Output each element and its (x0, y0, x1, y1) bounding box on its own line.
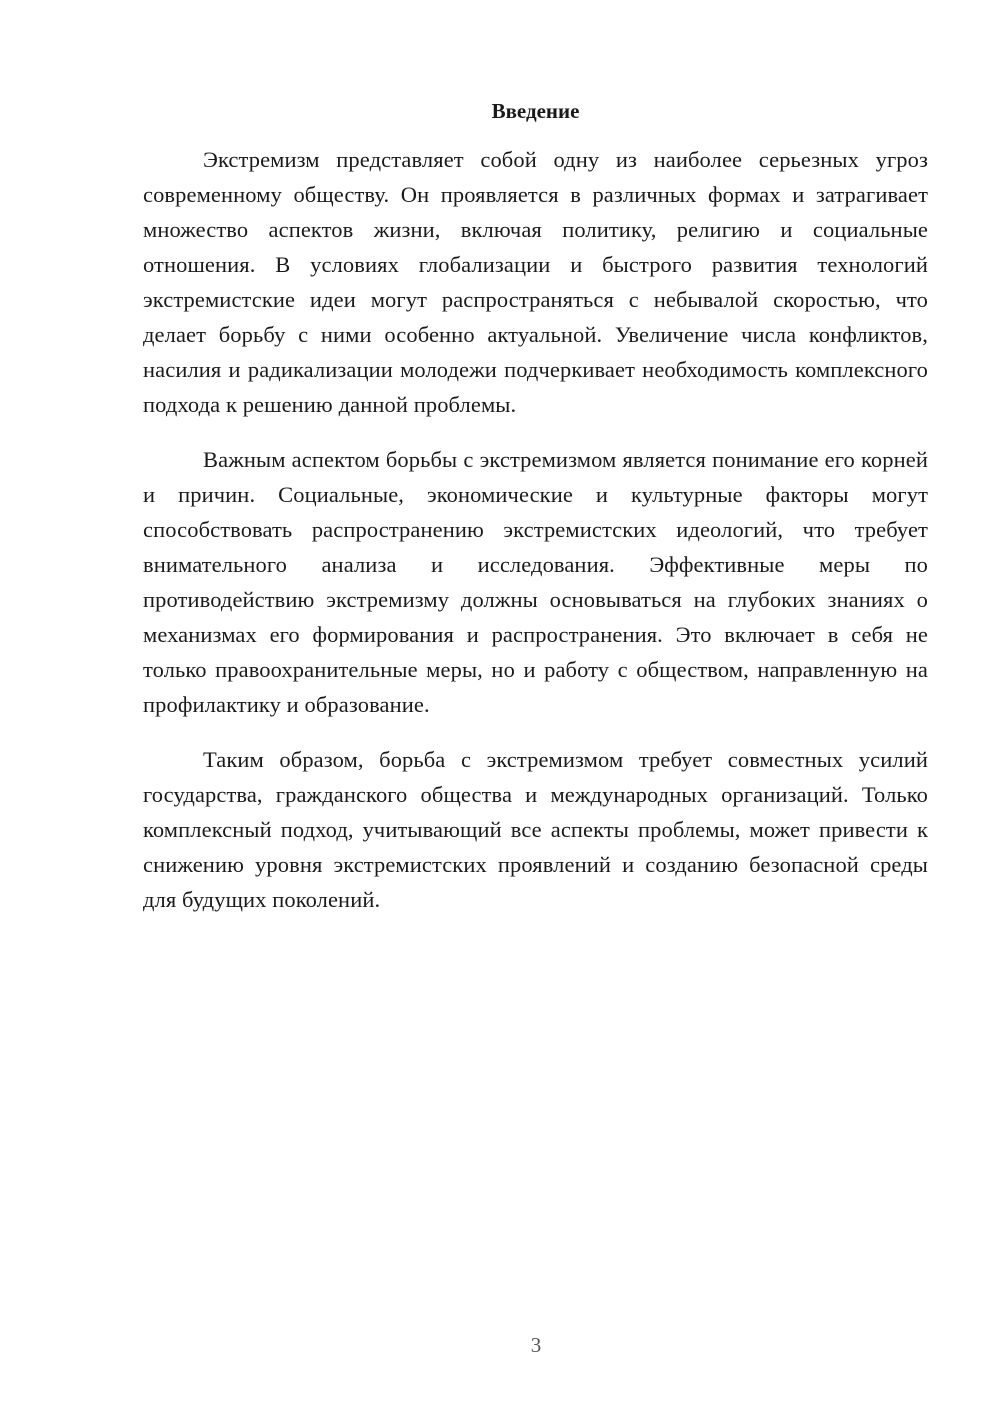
paragraph-2: Важным аспектом борьбы с экстремизмом является понимание его корней и причин. Социальные, экономические и культурные факторы могут способствовать распространению экстремистских идеологий, что требует внимательного анализа и исследования. Эффективные меры по противодействию экстремизму должны основываться на глубоких знаниях о механизмах его формирования и распространения. Это включает в себя не только правоохранительные меры, но и работу с обществом, направленную на профилактику и образование. (143, 447, 928, 717)
paragraph-3: Таким образом, борьба с экстремизмом требует совместных усилий государства, гражданского общества и международных организаций. Только комплексный подход, учитывающий все аспекты проблемы, может привести к снижению уровня экстремистских проявлений и созданию безопасной среды для будущих поколений. (143, 747, 928, 912)
page-title: Введение (491, 99, 580, 123)
document-body (143, 142, 928, 937)
page-number: 3 (530, 1333, 542, 1357)
paragraph-1: Экстремизм представляет собой одну из наиболее серьезных угроз современному обществу. Он проявляется в различных формах и затрагивает множество аспектов жизни, включая политику, религию и социальные отношения. В условиях глобализации и быстрого развития технологий экстремистские идеи могут распространяться с небывалой скоростью, что делает борьбу с ними особенно актуальной. Увеличение числа конфликтов, насилия и радикализации молодежи подчеркивает необходимость комплексного подхода к решению данной проблемы. (143, 147, 928, 417)
